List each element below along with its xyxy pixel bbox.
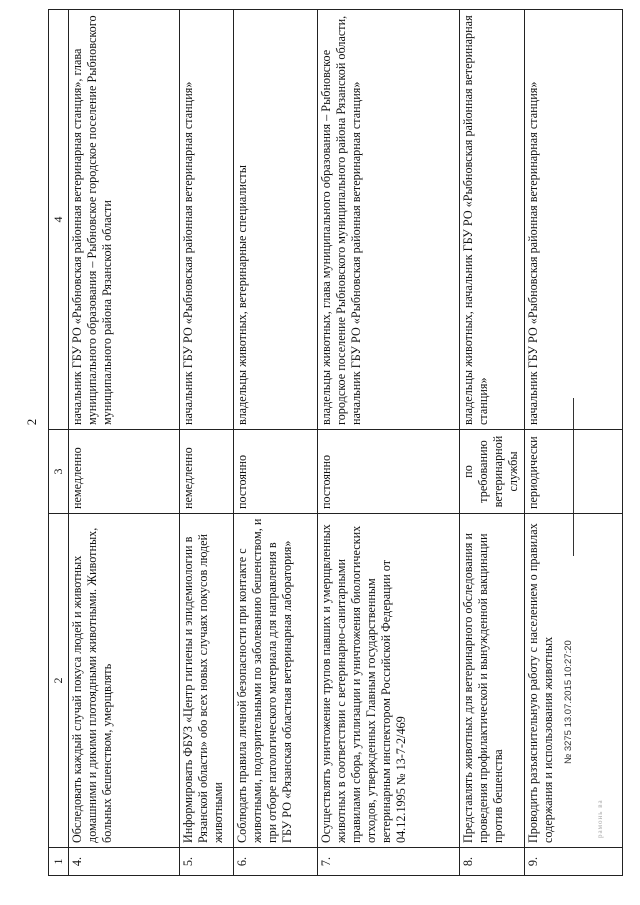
row-term: постоянно xyxy=(318,430,460,514)
header-col-3: 3 xyxy=(49,430,69,514)
table-row xyxy=(318,10,460,876)
rotated-table-content xyxy=(48,10,623,876)
table-row xyxy=(460,10,525,876)
row-action: Информировать ФБУЗ «Центр гигиены и эпидемиологии в Рязанской области» обо всех новых случаях покусов людей животными xyxy=(180,514,234,848)
row-action: Проводить разъяснительную работу с населением о правилах содержания и использования животных xyxy=(525,514,623,848)
row-term: немедленно xyxy=(180,430,234,514)
row-action: Представлять животных для ветеринарного обследования и проведения профилактической и вынужденной вакцинации против бешенства xyxy=(460,514,525,848)
row-term: по требованию ветеринарной службы xyxy=(460,430,525,514)
row-responsible: владельцы животных, глава муниципального образования – Рыбновское городское поселение Рыбновского муниципального района Рязанской области, начальник ГБУ РО «Рыбновская районная ветеринарная станция» xyxy=(318,10,460,430)
header-col-4: 4 xyxy=(49,10,69,430)
row-number: 4. xyxy=(69,848,180,876)
page-number: 2 xyxy=(24,418,39,426)
table-row xyxy=(180,10,234,876)
table-row xyxy=(69,10,180,876)
row-action: Обследовать каждый случай покуса людей и животных домашними и дикими плотоядными животными. Животных, больных бешенством, умерщвлять xyxy=(69,514,180,848)
table-row xyxy=(234,10,318,876)
row-number: 8. xyxy=(460,848,525,876)
rotated-table-wrapper xyxy=(48,10,623,876)
row-number: 7. xyxy=(318,848,460,876)
header-col-1: 1 xyxy=(49,848,69,876)
registration-stamp: № 3275 13.07.2015 10:27:20 xyxy=(563,640,574,764)
row-number: 5. xyxy=(180,848,234,876)
row-action: Осуществлять уничтожение трупов павших и умерщвленных животных в соответствии с ветеринарно-санитарными правилами сбора, утилизации и уничтожения биологических отходов, утвержденных Главным государственным ветеринарным инспектором Российской Федерации от 04.12.1995 № 13-7-2/469 xyxy=(318,514,460,848)
row-responsible: владельцы животных, ветеринарные специалисты xyxy=(234,10,318,430)
row-responsible: начальник ГБУ РО «Рыбновская районная ветеринарная станция», глава муниципального образования – Рыбновское городское поселение Рыбновского муниципального района Рязанской области xyxy=(69,10,180,430)
row-term: периодически xyxy=(525,430,623,514)
row-number: 6. xyxy=(234,848,318,876)
measures-table xyxy=(48,9,623,876)
header-col-2: 2 xyxy=(49,514,69,848)
scan-mark: рамонь ва xyxy=(596,799,604,838)
row-number: 9. xyxy=(525,848,623,876)
row-responsible: владельцы животных, начальник ГБУ РО «Рыбновская районная ветеринарная станция» xyxy=(460,10,525,430)
row-responsible: начальник ГБУ РО «Рыбновская районная ветеринарная станция» xyxy=(525,10,623,430)
row-term: немедленно xyxy=(69,430,180,514)
table-header-row xyxy=(49,10,69,876)
row-action: Соблюдать правила личной безопасности при контакте с животными, подозрительными по заболеванию бешенством, и при отборе патологического материала для направления в ГБУ РО «Рязанская областная ветеринарная лаборатория» xyxy=(234,514,318,848)
row-responsible: начальник ГБУ РО «Рыбновская районная ветеринарная станция» xyxy=(180,10,234,430)
row-term: постоянно xyxy=(234,430,318,514)
